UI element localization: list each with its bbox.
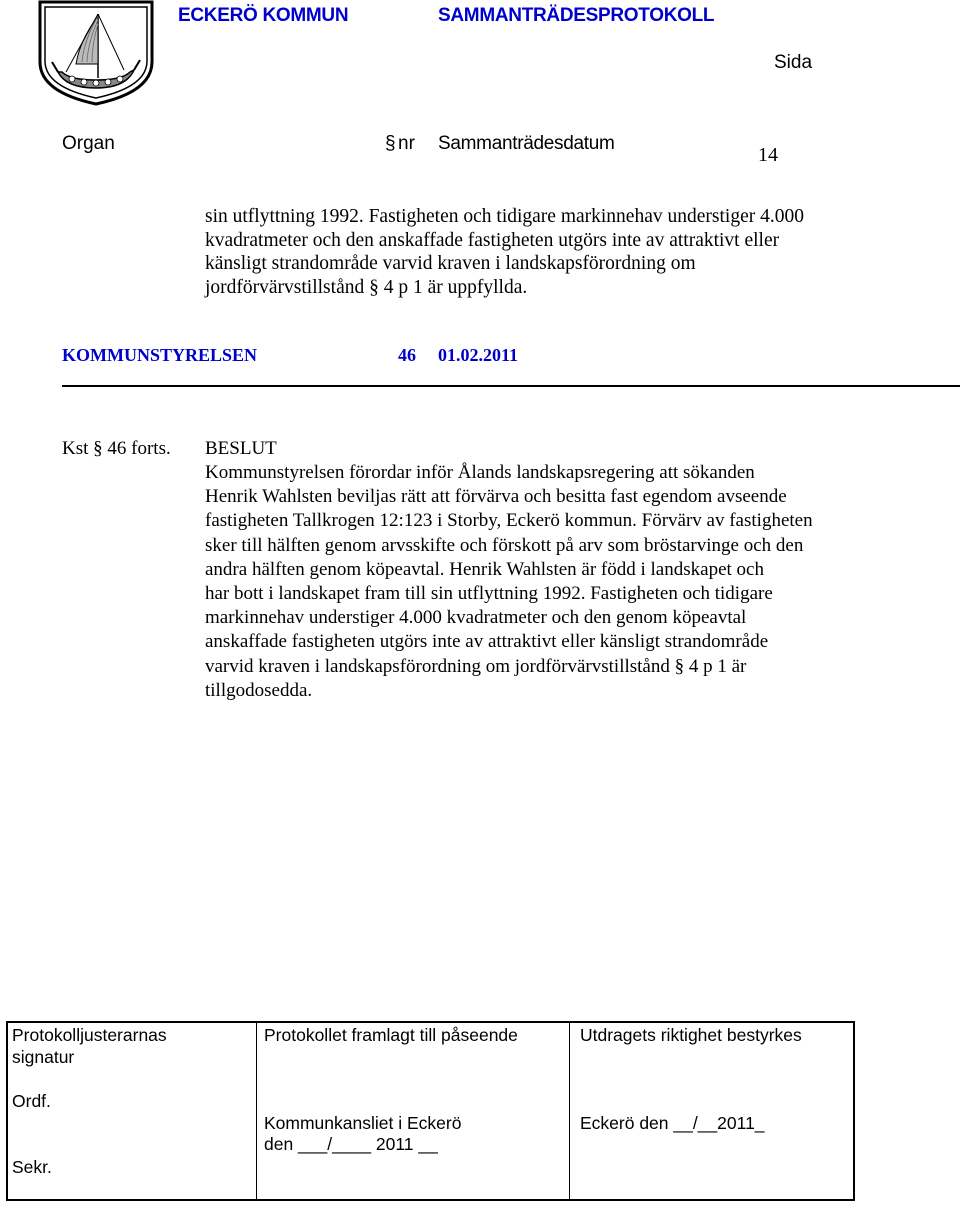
decision-line: Henrik Wahlsten beviljas rätt att förvärva och besitta fast egendom avseende <box>205 486 787 508</box>
intro-line: känsligt strandområde varvid kraven i landskapsförordning om <box>205 253 696 275</box>
adjusters-signature-label-2: signatur <box>12 1047 75 1067</box>
page-label: Sida <box>774 52 813 73</box>
displayed-label: Protokollet framlagt till påseende <box>264 1025 518 1045</box>
intro-line: sin utflyttning 1992. Fastigheten och tidigare markinnehav understiger 4.000 <box>205 206 804 227</box>
decision-heading: BESLUT <box>205 438 277 459</box>
decision-line: fastigheten Tallkrogen 12:123 i Storby, Eckerö kommun. Förvärv av fastigheten <box>205 510 813 532</box>
municipality-logo <box>36 0 156 106</box>
municipality-name: ECKERÖ KOMMUN <box>178 5 349 26</box>
displayed-date: den ___/____ 2011 __ <box>264 1134 438 1154</box>
decision-line: Kommunstyrelsen förordar inför Ålands landskapsregering att sökanden <box>205 462 755 483</box>
chair-label: Ordf. <box>12 1091 51 1111</box>
decision-line: har bott i landskapet fram till sin utflyttning 1992. Fastigheten och tidigare <box>205 583 773 605</box>
section-symbol: § <box>385 133 396 154</box>
table-divider <box>569 1023 570 1199</box>
table-divider <box>256 1023 257 1199</box>
nr-label: nr <box>398 133 415 154</box>
page-number: 14 <box>758 144 778 166</box>
decision-line: markinnehav understiger 4.000 kvadratmeter och den genom köpeavtal <box>205 607 747 629</box>
document-type: SAMMANTRÄDESPROTOKOLL <box>438 5 715 26</box>
intro-line: jordförvärvstillstånd § 4 p 1 är uppfyllda. <box>205 276 528 298</box>
displayed-place: Kommunkansliet i Eckerö <box>264 1113 462 1133</box>
secretary-label: Sekr. <box>12 1157 52 1177</box>
meeting-date: 01.02.2011 <box>438 345 519 365</box>
signature-table <box>6 1021 855 1201</box>
decision-line: varvid kraven i landskapsförordning om jordförvärvstillstånd § 4 p 1 är <box>205 655 747 677</box>
meeting-number: 46 <box>398 345 416 365</box>
certification-label: Utdragets riktighet bestyrkes <box>580 1025 802 1045</box>
section-reference: Kst § 46 forts. <box>62 438 171 459</box>
organ-label: Organ <box>62 133 115 154</box>
date-label: Sammanträdesdatum <box>438 133 615 154</box>
meeting-organ: KOMMUNSTYRELSEN <box>62 345 258 365</box>
decision-body <box>205 461 813 703</box>
decision-line: anskaffade fastigheten utgörs inte av attraktivt eller känsligt strandområde <box>205 631 769 653</box>
decision-line: andra hälften genom köpeavtal. Henrik Wahlsten är född i landskapet och <box>205 558 764 580</box>
intro-line: kvadratmeter och den anskaffade fastigheten utgörs inte av attraktivt eller <box>205 229 780 251</box>
decision-line: tillgodosedda. <box>205 679 313 701</box>
header-rule <box>62 385 960 387</box>
coat-of-arms-icon <box>36 0 156 106</box>
decision-line: sker till hälften genom arvsskifte och förskott på arv som bröstarvinge och den <box>205 534 804 556</box>
certification-date: Eckerö den __/__2011_ <box>580 1113 765 1133</box>
intro-paragraph <box>205 205 804 299</box>
adjusters-signature-label: Protokolljusterarnas <box>12 1025 167 1045</box>
